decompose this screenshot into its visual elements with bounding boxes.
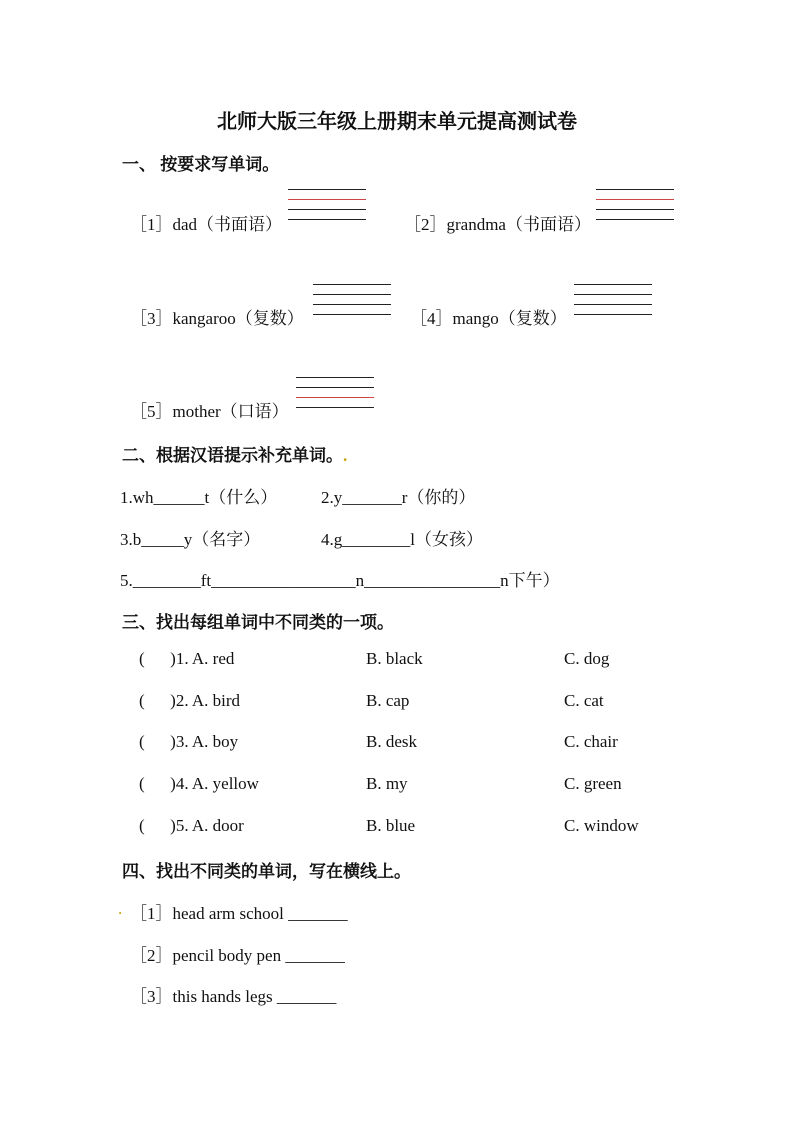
section1-item-1: ［1］dad（书面语） bbox=[130, 215, 283, 234]
section3-question-3: ( )3. A. boy bbox=[139, 732, 239, 751]
section4-item-2: ［2］pencil body pen _______ bbox=[130, 946, 345, 965]
section3-option-c-2: C. cat bbox=[564, 691, 604, 710]
section3-option-b-4: B. my bbox=[366, 774, 408, 793]
section4-heading: 四、找出不同类的单词，写在横线上。 bbox=[122, 862, 411, 881]
section3-question-4: ( )4. A. yellow bbox=[139, 774, 259, 793]
section3-question-2: ( )2. A. bird bbox=[139, 691, 241, 710]
section2-item-5: 5.________ft_________________n________________n下午） bbox=[120, 571, 560, 590]
section1-item-5: ［5］mother（口语） bbox=[130, 402, 289, 421]
section3-option-c-5: C. window bbox=[564, 816, 639, 835]
section1-heading: 一、 按要求写单词。 bbox=[122, 155, 280, 174]
section3-option-c-1: C. dog bbox=[564, 649, 610, 668]
section3-heading: 三、找出每组单词中不同类的一项。 bbox=[122, 613, 394, 632]
section3-option-b-1: B. black bbox=[366, 649, 423, 668]
lead-mark: . bbox=[118, 899, 123, 918]
section1-item-4: ［4］mango（复数） bbox=[410, 309, 567, 328]
section3-option-b-3: B. desk bbox=[366, 732, 417, 751]
section3-option-b-5: B. blue bbox=[366, 816, 416, 835]
section2-item-4: 4.g________l（女孩） bbox=[321, 530, 483, 549]
section2-heading: 二、根据汉语提示补充单词。. bbox=[122, 446, 348, 465]
section2-item-1: 1.wh______t（什么） bbox=[120, 488, 278, 507]
section3-option-b-2: B. cap bbox=[366, 691, 410, 710]
writing-lines-4 bbox=[574, 284, 652, 324]
section3-question-5: ( )5. A. door bbox=[139, 816, 244, 835]
section1-item-2: ［2］grandma（书面语） bbox=[404, 215, 591, 234]
writing-lines-5 bbox=[296, 377, 374, 417]
writing-lines-1 bbox=[288, 189, 366, 229]
page-title: 北师大版三年级上册期末单元提高测试卷 bbox=[217, 111, 577, 133]
section3-question-1: ( )1. A. red bbox=[139, 649, 235, 668]
section3-option-c-4: C. green bbox=[564, 774, 622, 793]
writing-lines-3 bbox=[313, 284, 391, 324]
writing-lines-2 bbox=[596, 189, 674, 229]
section2-item-3: 3.b_____y（名字） bbox=[120, 530, 261, 549]
section3-option-c-3: C. chair bbox=[564, 732, 618, 751]
section4-item-1: ［1］head arm school _______ bbox=[130, 904, 348, 923]
section4-item-3: ［3］this hands legs _______ bbox=[130, 987, 337, 1006]
heading-mark: . bbox=[343, 446, 348, 465]
section2-item-2: 2.y_______r（你的） bbox=[321, 488, 476, 507]
section1-item-3: ［3］kangaroo（复数） bbox=[130, 309, 304, 328]
